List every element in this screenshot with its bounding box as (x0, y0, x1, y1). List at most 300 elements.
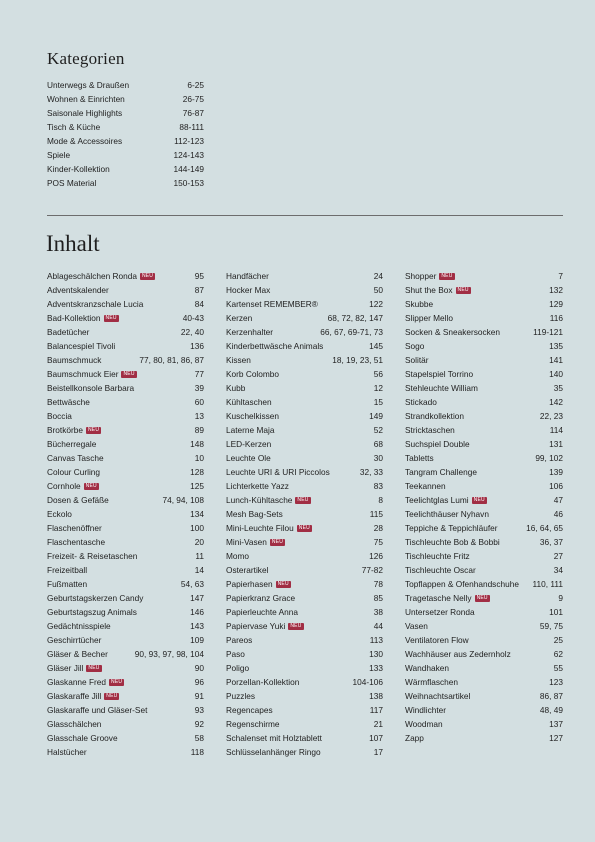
index-entry (226, 479, 383, 493)
entry-pages: 34 (553, 565, 563, 575)
index-entry (47, 465, 204, 479)
entry-pages: 52 (373, 425, 383, 435)
entry-text: Geburtstagszug Animals (47, 607, 137, 617)
index-entry (226, 381, 383, 395)
kategorie-row (47, 106, 204, 120)
index-entry (405, 269, 563, 283)
entry-text: Wohnen & Einrichten (47, 94, 125, 104)
index-entry (47, 493, 204, 507)
entry-text: Gläser & Becher (47, 649, 108, 659)
index-entry (226, 745, 383, 759)
entry-text: Papiervase Yuki (226, 621, 286, 631)
index-entry (226, 367, 383, 381)
neu-badge: NEU (473, 496, 485, 503)
entry-label (47, 549, 137, 563)
index-entry (47, 353, 204, 367)
entry-text: Teelichtglas Lumi (405, 495, 469, 505)
entry-text: Solitär (405, 355, 429, 365)
entry-text: Kubb (226, 383, 246, 393)
entry-label (226, 521, 312, 535)
entry-text: Beistellkonsole Barbara (47, 383, 135, 393)
index-entry (405, 353, 563, 367)
entry-text: Kuschelkissen (226, 411, 280, 421)
entry-pages: 95 (194, 271, 204, 281)
entry-label (226, 619, 304, 633)
entry-pages: 58 (194, 733, 204, 743)
entry-label (47, 78, 129, 92)
entry-text: Untersetzer Ronda (405, 607, 475, 617)
entry-text: Shut the Box (405, 285, 453, 295)
entry-pages: 136 (190, 341, 204, 351)
index-entry (226, 633, 383, 647)
entry-text: Wandhaken (405, 663, 449, 673)
entry-label (47, 367, 137, 381)
entry-text: Schlüsselanhänger Ringo (226, 747, 321, 757)
entry-label (226, 647, 245, 661)
entry-text: Freizeitball (47, 565, 88, 575)
entry-pages: 132 (549, 285, 563, 295)
entry-label (226, 311, 252, 325)
entry-pages: 36, 37 (539, 537, 563, 547)
entry-text: Leuchte Ole (226, 453, 271, 463)
entry-pages: 74, 94, 108 (162, 495, 204, 505)
entry-label (226, 661, 249, 675)
index-entry (226, 409, 383, 423)
entry-text: Zapp (405, 733, 424, 743)
entry-text: Skubbe (405, 299, 434, 309)
entry-pages: 17 (373, 747, 383, 757)
index-entry (405, 367, 563, 381)
entry-pages: 150-153 (173, 178, 204, 188)
neu-badge: NEU (123, 370, 135, 377)
index-entry (405, 577, 563, 591)
entry-text: Balancespiel Tivoli (47, 341, 116, 351)
entry-text: Puzzles (226, 691, 256, 701)
entry-pages: 148 (190, 439, 204, 449)
kategorie-row (47, 176, 204, 190)
index-entry (226, 395, 383, 409)
entry-label (405, 311, 453, 325)
entry-text: Cornhole (47, 481, 81, 491)
neu-badge: NEU (298, 524, 310, 531)
entry-text: Tangram Challenge (405, 467, 477, 477)
index-entry (47, 591, 204, 605)
entry-pages: 145 (369, 341, 383, 351)
entry-pages: 46 (553, 509, 563, 519)
index-entry (226, 647, 383, 661)
entry-text: Lunch-Kühltasche (226, 495, 293, 505)
entry-pages: 26-75 (182, 94, 204, 104)
entry-pages: 6-25 (187, 80, 204, 90)
entry-pages: 86, 87 (539, 691, 563, 701)
entry-text: Osterartikel (226, 565, 269, 575)
entry-text: Saisonale Highlights (47, 108, 123, 118)
index-entry (405, 731, 563, 745)
entry-text: Geschirrtücher (47, 635, 102, 645)
entry-label (47, 106, 122, 120)
entry-pages: 92 (194, 719, 204, 729)
entry-pages: 48, 49 (539, 705, 563, 715)
inhalt-heading: Inhalt (46, 231, 100, 256)
index-entry (226, 451, 383, 465)
inhalt-column-1 (47, 269, 204, 759)
entry-label (405, 465, 477, 479)
entry-label (405, 605, 475, 619)
entry-label (405, 283, 471, 297)
index-entry (47, 549, 204, 563)
entry-pages: 122 (369, 299, 383, 309)
entry-text: Glaskaraffe und Gläser-Set (47, 705, 148, 715)
entry-text: Adventskranzschale Lucia (47, 299, 144, 309)
entry-label (405, 493, 487, 507)
index-entry (405, 283, 563, 297)
index-entry (405, 633, 563, 647)
entry-pages: 47 (553, 495, 563, 505)
entry-label (226, 395, 272, 409)
entry-pages: 104-106 (352, 677, 383, 687)
entry-pages: 118 (190, 747, 204, 757)
entry-text: Glasschälchen (47, 719, 102, 729)
entry-pages: 32, 33 (359, 467, 383, 477)
index-entry (47, 507, 204, 521)
entry-text: Eckolo (47, 509, 72, 519)
entry-text: Paso (226, 649, 245, 659)
entry-label (226, 507, 283, 521)
entry-label (47, 745, 87, 759)
index-entry (405, 339, 563, 353)
index-entry (226, 325, 383, 339)
entry-text: Mini-Vasen (226, 537, 267, 547)
index-entry (405, 381, 563, 395)
neu-badge: NEU (111, 678, 123, 685)
entry-label (405, 591, 490, 605)
entry-text: Spiele (47, 150, 71, 160)
entry-text: Badetücher (47, 327, 90, 337)
kategorien-list (47, 78, 204, 190)
entry-label (226, 535, 285, 549)
index-entry (405, 675, 563, 689)
index-entry (226, 563, 383, 577)
entry-text: Socken & Sneakersocken (405, 327, 501, 337)
entry-label (47, 507, 72, 521)
index-entry (47, 647, 204, 661)
entry-text: Mode & Accessoires (47, 136, 123, 146)
entry-label (47, 521, 102, 535)
entry-label (405, 633, 469, 647)
entry-label (405, 563, 476, 577)
entry-pages: 66, 67, 69-71, 73 (320, 327, 383, 337)
entry-text: Weihnachtsartikel (405, 691, 471, 701)
entry-label (47, 731, 118, 745)
index-entry (226, 731, 383, 745)
entry-pages: 11 (195, 551, 204, 561)
entry-label (405, 353, 429, 367)
entry-pages: 8 (378, 495, 383, 505)
index-entry (226, 353, 383, 367)
index-entry (226, 465, 383, 479)
entry-pages: 147 (190, 593, 204, 603)
entry-label (405, 339, 424, 353)
entry-pages: 28 (373, 523, 383, 533)
entry-pages: 13 (194, 411, 204, 421)
entry-label (226, 367, 279, 381)
entry-pages: 39 (194, 383, 204, 393)
entry-label (47, 703, 147, 717)
entry-label (405, 409, 464, 423)
entry-label (47, 423, 101, 437)
neu-badge: NEU (297, 496, 309, 503)
entry-label (405, 367, 473, 381)
entry-label (405, 535, 500, 549)
entry-text: Glaskanne Fred (47, 677, 107, 687)
entry-label (405, 437, 470, 451)
entry-label (405, 731, 424, 745)
entry-text: Baumschmuck (47, 355, 102, 365)
entry-pages: 114 (549, 425, 563, 435)
entry-pages: 138 (369, 691, 383, 701)
entry-text: Bettwäsche (47, 397, 90, 407)
entry-label (405, 647, 511, 661)
entry-pages: 55 (553, 663, 563, 673)
entry-text: Bücherregale (47, 439, 97, 449)
entry-label (47, 465, 100, 479)
entry-text: Shopper (405, 271, 437, 281)
entry-pages: 44 (373, 621, 383, 631)
entry-text: Baumschmuck Eier (47, 369, 119, 379)
entry-label (47, 120, 100, 134)
entry-label (226, 689, 255, 703)
entry-pages: 21 (373, 719, 383, 729)
entry-label (47, 647, 108, 661)
index-entry (405, 325, 563, 339)
entry-text: Colour Curling (47, 467, 101, 477)
entry-pages: 133 (369, 663, 383, 673)
entry-text: Glaskaraffe Jill (47, 691, 102, 701)
entry-label (405, 395, 437, 409)
entry-pages: 75 (373, 537, 383, 547)
index-entry (405, 591, 563, 605)
entry-pages: 141 (549, 355, 563, 365)
section-divider (47, 215, 563, 216)
kategorie-row (47, 162, 204, 176)
entry-label (47, 353, 101, 367)
entry-text: Boccia (47, 411, 72, 421)
entry-pages: 16, 64, 65 (526, 523, 563, 533)
entry-text: Lichterkette Yazz (226, 481, 289, 491)
entry-label (226, 675, 299, 689)
entry-label (47, 451, 104, 465)
entry-pages: 78 (373, 579, 383, 589)
inhalt-column-3 (405, 269, 563, 745)
index-entry (405, 465, 563, 479)
index-entry (47, 745, 204, 759)
entry-text: Glasschale Groove (47, 733, 118, 743)
index-entry (405, 409, 563, 423)
entry-label (405, 521, 498, 535)
entry-pages: 50 (373, 285, 383, 295)
entry-pages: 119-121 (533, 327, 563, 337)
index-entry (47, 619, 204, 633)
index-entry (47, 325, 204, 339)
index-entry (226, 591, 383, 605)
entry-pages: 93 (194, 705, 204, 715)
neu-badge: NEU (441, 272, 453, 279)
entry-label (226, 325, 273, 339)
index-entry (47, 521, 204, 535)
entry-text: Wachhäuser aus Zedernholz (405, 649, 511, 659)
entry-text: Woodman (405, 719, 443, 729)
entry-label (226, 731, 322, 745)
index-entry (47, 717, 204, 731)
index-entry (405, 689, 563, 703)
entry-text: Topflappen & Ofenhandschuhe (405, 579, 519, 589)
entry-pages: 56 (373, 369, 383, 379)
entry-label (226, 563, 268, 577)
entry-label (47, 297, 143, 311)
kategorie-row (47, 134, 204, 148)
entry-pages: 146 (190, 607, 204, 617)
index-entry (47, 283, 204, 297)
entry-label (226, 297, 318, 311)
entry-pages: 100 (190, 523, 204, 533)
entry-text: Flaschentasche (47, 537, 106, 547)
entry-text: Hocker Max (226, 285, 271, 295)
entry-pages: 77-82 (361, 565, 383, 575)
entry-pages: 87 (194, 285, 204, 295)
kategorie-row (47, 148, 204, 162)
entry-pages: 115 (369, 509, 383, 519)
entry-label (47, 339, 115, 353)
entry-text: Momo (226, 551, 250, 561)
entry-text: POS Material (47, 178, 97, 188)
entry-pages: 15 (373, 397, 383, 407)
kategorie-row (47, 78, 204, 92)
entry-label (47, 535, 105, 549)
neu-badge: NEU (277, 580, 289, 587)
entry-text: Vasen (405, 621, 428, 631)
entry-pages: 143 (190, 621, 204, 631)
index-entry (47, 367, 204, 381)
entry-pages: 76-87 (182, 108, 204, 118)
index-entry (226, 703, 383, 717)
entry-text: Papierleuchte Anna (226, 607, 298, 617)
index-entry (47, 437, 204, 451)
entry-pages: 106 (549, 481, 563, 491)
entry-text: Ventilatoren Flow (405, 635, 469, 645)
entry-pages: 126 (369, 551, 383, 561)
index-entry (405, 423, 563, 437)
entry-label (47, 479, 99, 493)
index-entry (405, 717, 563, 731)
entry-label (47, 325, 89, 339)
neu-badge: NEU (476, 594, 488, 601)
entry-text: Ablageschälchen Ronda (47, 271, 137, 281)
entry-label (405, 381, 478, 395)
entry-label (405, 675, 458, 689)
neu-badge: NEU (85, 482, 97, 489)
index-entry (405, 605, 563, 619)
entry-label (405, 549, 470, 563)
entry-pages: 127 (549, 733, 563, 743)
entry-pages: 40-43 (182, 313, 204, 323)
entry-pages: 144-149 (173, 164, 204, 174)
entry-pages: 139 (549, 467, 563, 477)
entry-text: Geburtstagskerzen Candy (47, 593, 144, 603)
entry-label (226, 423, 274, 437)
entry-label (47, 591, 143, 605)
index-entry (226, 535, 383, 549)
entry-text: Strandkollektion (405, 411, 465, 421)
entry-pages: 107 (369, 733, 383, 743)
entry-pages: 83 (373, 481, 383, 491)
entry-text: Halstücher (47, 747, 87, 757)
kategorie-row (47, 120, 204, 134)
entry-pages: 140 (549, 369, 563, 379)
entry-text: Kinderbettwäsche Animals (226, 341, 324, 351)
inhalt-column-2 (226, 269, 383, 759)
entry-pages: 142 (549, 397, 563, 407)
entry-pages: 90 (194, 663, 204, 673)
entry-pages: 22, 23 (539, 411, 563, 421)
entry-label (226, 591, 295, 605)
entry-pages: 68, 72, 82, 147 (327, 313, 383, 323)
entry-text: Kühltaschen (226, 397, 272, 407)
entry-label (405, 717, 443, 731)
neu-badge: NEU (457, 286, 469, 293)
entry-text: Mini-Leuchte Filou (226, 523, 294, 533)
index-entry (405, 661, 563, 675)
entry-text: Schalenset mit Holztablett (226, 733, 322, 743)
entry-pages: 110, 111 (532, 579, 563, 589)
entry-label (47, 717, 101, 731)
entry-text: Unterwegs & Draußen (47, 80, 130, 90)
index-entry (47, 297, 204, 311)
entry-pages: 9 (558, 593, 563, 603)
entry-label (405, 269, 455, 283)
entry-pages: 96 (194, 677, 204, 687)
index-entry (47, 563, 204, 577)
index-entry (405, 549, 563, 563)
neu-badge: NEU (88, 664, 100, 671)
entry-text: Regencapes (226, 705, 273, 715)
entry-text: Handfächer (226, 271, 269, 281)
entry-pages: 124-143 (173, 150, 204, 160)
entry-pages: 129 (549, 299, 563, 309)
entry-text: Suchspiel Double (405, 439, 470, 449)
entry-text: Teekannen (405, 481, 446, 491)
entry-pages: 68 (373, 439, 383, 449)
index-entry (226, 675, 383, 689)
entry-text: Tischleuchte Oscar (405, 565, 476, 575)
entry-pages: 35 (553, 383, 563, 393)
entry-pages: 149 (369, 411, 383, 421)
entry-label (226, 577, 291, 591)
index-entry (226, 507, 383, 521)
index-entry (405, 297, 563, 311)
entry-label (405, 423, 455, 437)
entry-text: Laterne Maja (226, 425, 275, 435)
entry-text: Pareos (226, 635, 253, 645)
index-entry (405, 563, 563, 577)
entry-label (47, 689, 119, 703)
entry-pages: 38 (373, 607, 383, 617)
index-entry (47, 577, 204, 591)
index-entry (47, 731, 204, 745)
entry-label (47, 619, 111, 633)
entry-label (47, 283, 109, 297)
index-entry (226, 577, 383, 591)
index-entry (405, 507, 563, 521)
